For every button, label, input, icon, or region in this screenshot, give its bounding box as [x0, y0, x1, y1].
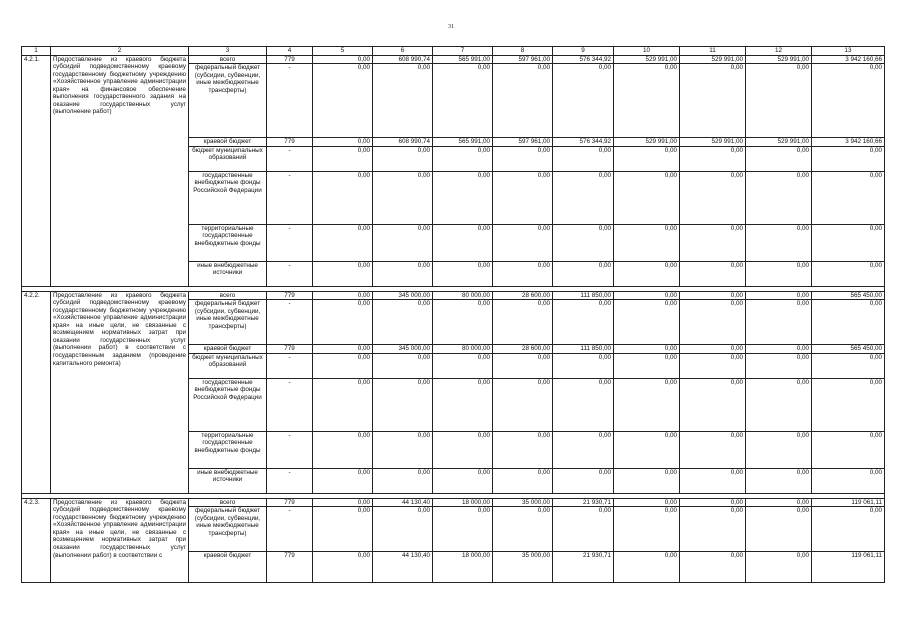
grbs-code: 779 [267, 138, 313, 147]
amount-cell: 0,00 [614, 552, 680, 583]
amount-cell: 119 061,11 [812, 498, 885, 507]
column-number: 9 [553, 47, 614, 56]
amount-cell: 0,00 [746, 507, 812, 552]
page-number: 31 [448, 24, 454, 30]
amount-cell: 44 130,40 [373, 498, 433, 507]
amount-cell: 0,00 [493, 353, 553, 378]
amount-cell: 0,00 [746, 353, 812, 378]
amount-cell: 0,00 [493, 300, 553, 345]
amount-cell: 529 991,00 [680, 138, 746, 147]
amount-cell: 0,00 [680, 507, 746, 552]
amount-cell: 0,00 [680, 291, 746, 300]
amount-cell: 0,00 [493, 171, 553, 224]
amount-cell: 529 991,00 [680, 55, 746, 64]
amount-cell: 0,00 [313, 64, 373, 138]
amount-cell: 0,00 [433, 353, 493, 378]
amount-cell: 0,00 [373, 171, 433, 224]
amount-cell: 597 961,00 [493, 55, 553, 64]
amount-cell: 0,00 [746, 171, 812, 224]
column-number: 8 [493, 47, 553, 56]
amount-cell: 0,00 [433, 171, 493, 224]
amount-cell: 0,00 [812, 353, 885, 378]
amount-cell: 597 961,00 [493, 138, 553, 147]
amount-cell: 565 991,00 [433, 138, 493, 147]
amount-cell: 0,00 [680, 498, 746, 507]
amount-cell: 0,00 [614, 353, 680, 378]
amount-cell: 0,00 [614, 507, 680, 552]
column-number: 2 [51, 47, 189, 56]
amount-cell: 529 991,00 [614, 138, 680, 147]
column-number: 3 [189, 47, 267, 56]
amount-cell: 0,00 [746, 146, 812, 171]
grbs-code: - [267, 261, 313, 286]
amount-cell: 0,00 [313, 468, 373, 493]
amount-cell: 0,00 [433, 146, 493, 171]
item-description: Предоставление из краевого бюджета субсидий подведомственному краевому государственному бюджетному учреждению «Хозяйственное управление администрации края» на финансовое обеспечение выполнения государственного задания на оказание государственных услуг (выполнение работ) [51, 55, 189, 286]
amount-cell: 0,00 [680, 261, 746, 286]
amount-cell: 0,00 [493, 468, 553, 493]
funding-source: краевой бюджет [189, 552, 267, 583]
funding-source: государственные внебюджетные фонды Российской Федерации [189, 171, 267, 224]
grbs-code: - [267, 378, 313, 431]
funding-source: государственные внебюджетные фонды Российской Федерации [189, 378, 267, 431]
amount-cell: 529 991,00 [746, 138, 812, 147]
amount-cell: 0,00 [812, 431, 885, 468]
column-number-row [22, 47, 885, 56]
column-number: 4 [267, 47, 313, 56]
amount-cell: 0,00 [493, 64, 553, 138]
amount-cell: 576 344,92 [553, 138, 614, 147]
amount-cell: 0,00 [614, 224, 680, 261]
funding-source: федеральный бюджет (субсидии, субвенции, иные межбюджетные трансферты) [189, 507, 267, 552]
grbs-code: - [267, 146, 313, 171]
funding-source: территориальные государственные внебюджетные фонды [189, 224, 267, 261]
amount-cell: 0,00 [433, 64, 493, 138]
amount-cell: 0,00 [433, 300, 493, 345]
amount-cell: 0,00 [313, 552, 373, 583]
funding-source: иные внебюджетные источники [189, 261, 267, 286]
amount-cell: 345 000,00 [373, 291, 433, 300]
grbs-code: 779 [267, 552, 313, 583]
grbs-code: - [267, 171, 313, 224]
amount-cell: 0,00 [614, 261, 680, 286]
amount-cell: 0,00 [812, 64, 885, 138]
amount-cell: 0,00 [614, 345, 680, 354]
amount-cell: 0,00 [433, 261, 493, 286]
amount-cell: 0,00 [313, 171, 373, 224]
funding-source: бюджет муниципальных образований [189, 146, 267, 171]
amount-cell: 0,00 [493, 146, 553, 171]
amount-cell: 44 130,40 [373, 552, 433, 583]
grbs-code: 779 [267, 345, 313, 354]
amount-cell: 608 990,74 [373, 138, 433, 147]
amount-cell: 0,00 [680, 171, 746, 224]
amount-cell: 0,00 [373, 468, 433, 493]
amount-cell: 3 942 160,66 [812, 55, 885, 64]
item-code: 4.2.2. [22, 291, 51, 493]
amount-cell: 0,00 [493, 224, 553, 261]
table-row [22, 291, 885, 300]
amount-cell: 3 942 160,66 [812, 138, 885, 147]
amount-cell: 28 600,00 [493, 291, 553, 300]
amount-cell: 0,00 [373, 353, 433, 378]
amount-cell: 565 450,00 [812, 291, 885, 300]
grbs-code: - [267, 431, 313, 468]
amount-cell: 0,00 [373, 261, 433, 286]
amount-cell: 0,00 [614, 468, 680, 493]
amount-cell: 18 000,00 [433, 552, 493, 583]
amount-cell: 0,00 [680, 378, 746, 431]
amount-cell: 0,00 [313, 353, 373, 378]
amount-cell: 0,00 [493, 261, 553, 286]
grbs-code: - [267, 64, 313, 138]
amount-cell: 0,00 [680, 224, 746, 261]
amount-cell: 0,00 [553, 300, 614, 345]
grbs-code: 779 [267, 291, 313, 300]
amount-cell: 529 991,00 [614, 55, 680, 64]
amount-cell: 0,00 [812, 378, 885, 431]
amount-cell: 0,00 [746, 468, 812, 493]
amount-cell: 0,00 [313, 431, 373, 468]
amount-cell: 0,00 [493, 431, 553, 468]
amount-cell: 0,00 [313, 224, 373, 261]
grbs-code: - [267, 468, 313, 493]
amount-cell: 0,00 [614, 171, 680, 224]
column-number: 11 [680, 47, 746, 56]
amount-cell: 0,00 [746, 261, 812, 286]
amount-cell: 0,00 [313, 55, 373, 64]
amount-cell: 0,00 [614, 300, 680, 345]
column-number: 13 [812, 47, 885, 56]
amount-cell: 0,00 [614, 291, 680, 300]
amount-cell: 0,00 [680, 353, 746, 378]
amount-cell: 565 991,00 [433, 55, 493, 64]
amount-cell: 0,00 [373, 507, 433, 552]
amount-cell: 0,00 [812, 300, 885, 345]
amount-cell: 0,00 [746, 291, 812, 300]
item-description: Предоставление из краевого бюджета субсидий подведомственному краевому государственному бюджетному учреждению «Хозяйственное управление администрации края» на иные цели, не связанные с возмещением нормативных затрат при оказании государственных услуг (выполнении работ) в соответствии с [51, 498, 189, 583]
amount-cell: 0,00 [433, 507, 493, 552]
amount-cell: 0,00 [680, 468, 746, 493]
amount-cell: 0,00 [373, 224, 433, 261]
grbs-code: - [267, 507, 313, 552]
funding-source: всего [189, 55, 267, 64]
amount-cell: 0,00 [680, 552, 746, 583]
amount-cell: 0,00 [614, 378, 680, 431]
amount-cell: 0,00 [812, 224, 885, 261]
amount-cell: 0,00 [812, 171, 885, 224]
grbs-code: - [267, 353, 313, 378]
amount-cell: 0,00 [812, 146, 885, 171]
column-number: 12 [746, 47, 812, 56]
amount-cell: 0,00 [746, 224, 812, 261]
amount-cell: 0,00 [313, 138, 373, 147]
column-number: 7 [433, 47, 493, 56]
item-description: Предоставление из краевого бюджета субсидий подведомственному краевому государственному бюджетному учреждению «Хозяйственное управление администрации края» на иные цели, не связанные с возмещением нормативных затрат при оказании государственных услуг (выполнении работ) в соответствии с государственным заданием (проведение капитального ремонта) [51, 291, 189, 493]
amount-cell: 0,00 [433, 224, 493, 261]
amount-cell: 0,00 [746, 378, 812, 431]
amount-cell: 0,00 [373, 146, 433, 171]
amount-cell: 0,00 [553, 64, 614, 138]
amount-cell: 0,00 [553, 353, 614, 378]
amount-cell: 119 061,11 [812, 552, 885, 583]
amount-cell: 0,00 [553, 224, 614, 261]
amount-cell: 28 600,00 [493, 345, 553, 354]
item-code: 4.2.1. [22, 55, 51, 286]
amount-cell: 0,00 [493, 378, 553, 431]
amount-cell: 0,00 [373, 378, 433, 431]
item-code: 4.2.3. [22, 498, 51, 583]
amount-cell: 0,00 [373, 300, 433, 345]
amount-cell: 0,00 [313, 345, 373, 354]
amount-cell: 0,00 [313, 300, 373, 345]
amount-cell: 0,00 [313, 261, 373, 286]
funding-source: краевой бюджет [189, 345, 267, 354]
amount-cell: 345 000,00 [373, 345, 433, 354]
amount-cell: 21 930,71 [553, 552, 614, 583]
funding-source: краевой бюджет [189, 138, 267, 147]
grbs-code: 779 [267, 498, 313, 507]
funding-source: иные внебюджетные источники [189, 468, 267, 493]
amount-cell: 529 991,00 [746, 55, 812, 64]
amount-cell: 0,00 [313, 146, 373, 171]
amount-cell: 0,00 [680, 146, 746, 171]
amount-cell: 111 850,00 [553, 345, 614, 354]
amount-cell: 18 000,00 [433, 498, 493, 507]
amount-cell: 0,00 [812, 507, 885, 552]
table-row [22, 498, 885, 507]
amount-cell: 0,00 [553, 431, 614, 468]
amount-cell: 80 000,00 [433, 291, 493, 300]
amount-cell: 0,00 [680, 345, 746, 354]
amount-cell: 0,00 [746, 498, 812, 507]
amount-cell: 0,00 [493, 507, 553, 552]
amount-cell: 0,00 [614, 146, 680, 171]
amount-cell: 0,00 [746, 64, 812, 138]
amount-cell: 80 000,00 [433, 345, 493, 354]
amount-cell: 21 930,71 [553, 498, 614, 507]
amount-cell: 35 000,00 [493, 552, 553, 583]
amount-cell: 111 850,00 [553, 291, 614, 300]
funding-source: всего [189, 291, 267, 300]
amount-cell: 0,00 [433, 431, 493, 468]
funding-source: федеральный бюджет (субсидии, субвенции, иные межбюджетные трансферты) [189, 300, 267, 345]
amount-cell: 0,00 [746, 345, 812, 354]
amount-cell: 0,00 [680, 431, 746, 468]
amount-cell: 0,00 [313, 498, 373, 507]
amount-cell: 0,00 [614, 64, 680, 138]
column-number: 6 [373, 47, 433, 56]
amount-cell: 0,00 [553, 507, 614, 552]
amount-cell: 565 450,00 [812, 345, 885, 354]
amount-cell: 0,00 [553, 378, 614, 431]
amount-cell: 0,00 [553, 146, 614, 171]
column-number: 1 [22, 47, 51, 56]
amount-cell: 576 344,92 [553, 55, 614, 64]
amount-cell: 0,00 [614, 431, 680, 468]
amount-cell: 0,00 [373, 431, 433, 468]
amount-cell: 0,00 [614, 498, 680, 507]
column-number: 10 [614, 47, 680, 56]
grbs-code: - [267, 224, 313, 261]
amount-cell: 0,00 [553, 171, 614, 224]
amount-cell: 0,00 [553, 468, 614, 493]
amount-cell: 0,00 [553, 261, 614, 286]
budget-table [21, 46, 885, 583]
amount-cell: 35 000,00 [493, 498, 553, 507]
amount-cell: 0,00 [746, 431, 812, 468]
amount-cell: 0,00 [433, 378, 493, 431]
amount-cell: 0,00 [313, 507, 373, 552]
table-row [22, 55, 885, 64]
amount-cell: 0,00 [746, 300, 812, 345]
funding-source: всего [189, 498, 267, 507]
funding-source: территориальные государственные внебюджетные фонды [189, 431, 267, 468]
amount-cell: 608 990,74 [373, 55, 433, 64]
amount-cell: 0,00 [313, 291, 373, 300]
amount-cell: 0,00 [373, 64, 433, 138]
funding-source: федеральный бюджет (субсидии, субвенции, иные межбюджетные трансферты) [189, 64, 267, 138]
column-number: 5 [313, 47, 373, 56]
amount-cell: 0,00 [680, 64, 746, 138]
grbs-code: - [267, 300, 313, 345]
amount-cell: 0,00 [812, 468, 885, 493]
amount-cell: 0,00 [746, 552, 812, 583]
amount-cell: 0,00 [313, 378, 373, 431]
amount-cell: 0,00 [433, 468, 493, 493]
amount-cell: 0,00 [680, 300, 746, 345]
funding-source: бюджет муниципальных образований [189, 353, 267, 378]
amount-cell: 0,00 [812, 261, 885, 286]
grbs-code: 779 [267, 55, 313, 64]
